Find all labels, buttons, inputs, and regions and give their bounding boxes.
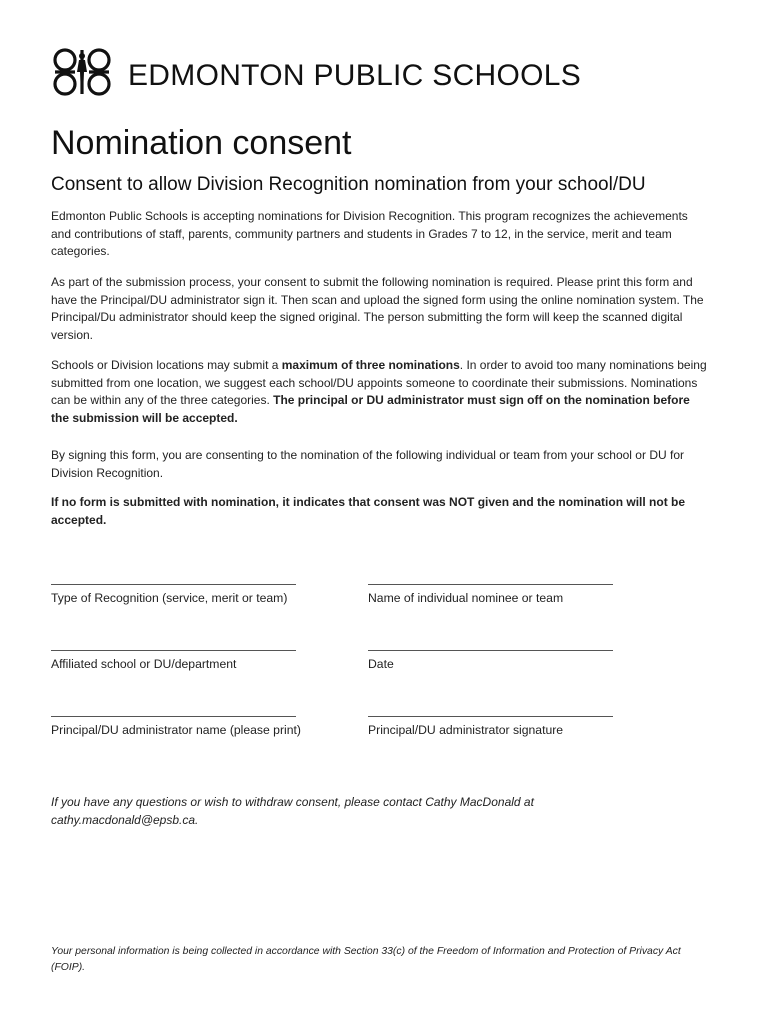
foip-footer-note: Your personal information is being collected in accordance with Section 33(c) of the Freedom of Information and Protection of Privacy Act (FOIP). [51, 946, 681, 973]
edmonton-public-schools-logo-icon [52, 47, 118, 97]
nomination-limit-paragraph [51, 357, 711, 427]
submission-process-paragraph: As part of the submission process, your consent to submit the following nomination is required. Please print this form and have the Principal/DU administrator sign it. Then scan and upload the signed form using the online nomination system. The Principal/Du administrator should keep the signed original. The person submitting the form will keep the scanned digital version. [51, 275, 704, 342]
page-subtitle: Consent to allow Division Recognition nomination from your school/DU [51, 174, 646, 195]
affiliated-school-label: Affiliated school or DU/department [51, 657, 237, 671]
principal-signature-field[interactable] [368, 716, 613, 737]
principal-name-field[interactable] [51, 716, 301, 737]
nomination-limit-emphasis: maximum of three nominations [281, 358, 460, 372]
nominee-name-field[interactable] [368, 584, 613, 605]
date-field[interactable] [368, 650, 613, 671]
signature-line [51, 650, 296, 651]
principal-name-label: Principal/DU administrator name (please print) [51, 723, 301, 737]
date-label: Date [368, 657, 394, 671]
signature-line [51, 584, 296, 585]
signature-line [368, 716, 613, 717]
affiliated-school-field[interactable] [51, 650, 296, 671]
consent-statement-paragraph: By signing this form, you are consenting to the nomination of the following individual or team from your school or DU for Division Recognition. [51, 448, 684, 480]
signature-line [368, 650, 613, 651]
signoff-requirement: The principal or DU administrator must sign off on the nomination before the submission will be accepted. [51, 393, 690, 425]
signature-line [51, 716, 296, 717]
nominee-name-label: Name of individual nominee or team [368, 591, 564, 605]
header [52, 46, 581, 98]
signature-line [368, 584, 613, 585]
nomination-limit-text-c: . In order to avoid too many nominations being submitted from one location, we suggest each school/DU appoints someone to coordinate their submissions. Nominations can be within any of the three categories. [51, 358, 707, 408]
principal-signature-label: Principal/DU administrator signature [368, 723, 564, 737]
intro-paragraph: Edmonton Public Schools is accepting nominations for Division Recognition. This program recognizes the achievements and contributions of staff, parents, community partners and students in Grades 7 to 12, in the service, merit and team categories. [51, 209, 688, 259]
contact-note: If you have any questions or wish to withdraw consent, please contact Cathy MacDonald at cathy.macdonald@epsb.ca. [51, 795, 534, 827]
type-of-recognition-label: Type of Recognition (service, merit or team) [51, 591, 288, 605]
page-title: Nomination consent [51, 124, 352, 162]
nomination-limit-text-a: Schools or Division locations may submit a [51, 358, 282, 372]
no-consent-warning: If no form is submitted with nomination, it indicates that consent was NOT given and the nomination will not be accepted. [51, 495, 686, 527]
org-name: EDMONTON PUBLIC SCHOOLS [128, 59, 582, 92]
type-of-recognition-field[interactable] [51, 584, 296, 605]
